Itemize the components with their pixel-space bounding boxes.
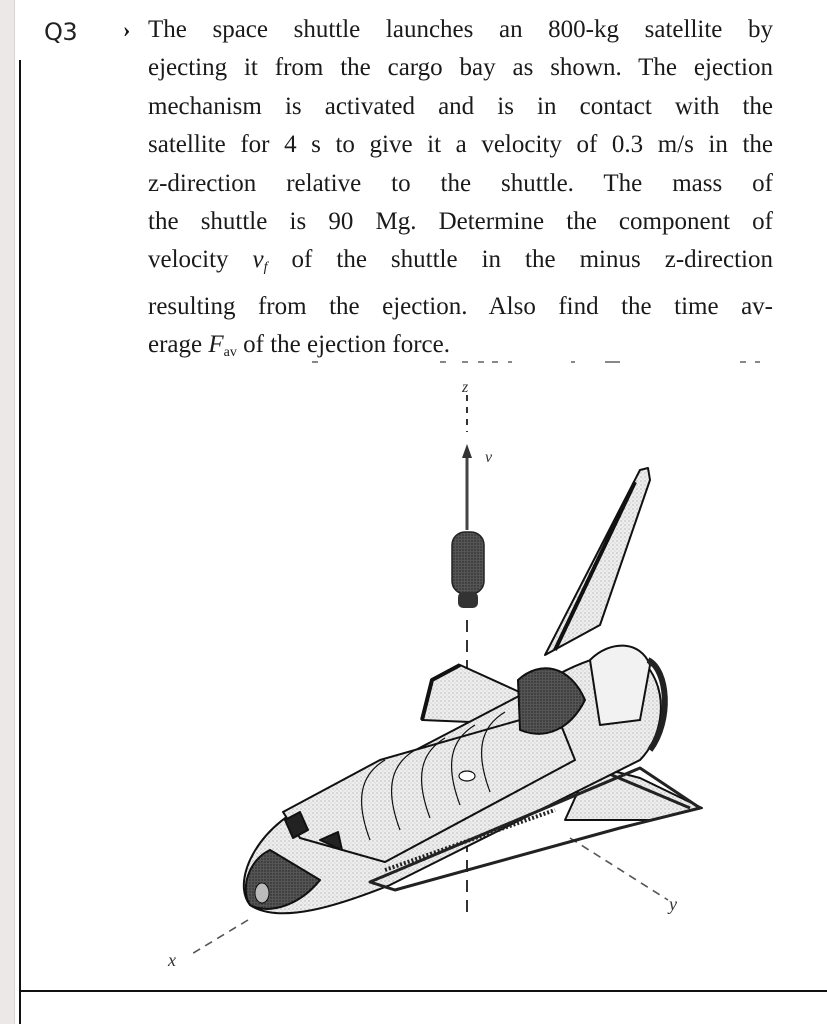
shuttle-figure bbox=[150, 345, 790, 985]
question-number: Q3 bbox=[44, 18, 78, 46]
x-axis-label: x bbox=[168, 950, 176, 970]
problem-line-5: z-direction relative to the shuttle. The mass of bbox=[148, 169, 773, 197]
z-axis-label: z bbox=[462, 379, 469, 396]
velocity-arrowhead-icon bbox=[462, 444, 472, 458]
problem-line-8: resulting from the ejection. Also find the time av- bbox=[148, 292, 773, 320]
bullet-marker-icon: › bbox=[123, 17, 131, 42]
y-axis-label: y bbox=[669, 894, 677, 914]
y-axis bbox=[570, 838, 668, 900]
problem-line-9: erage $F_{av}$ of the ejection force. bbox=[148, 331, 450, 361]
bottom-border-line bbox=[20, 990, 827, 992]
problem-line-1: The space shuttle launches an 800-kg satellite by bbox=[148, 16, 773, 43]
problem-line-3: mechanism is activated and is in contact with the bbox=[148, 92, 773, 120]
left-gutter bbox=[0, 0, 15, 1024]
problem-line-7: velocity $v_f$ of the shuttle in the minus z-direction bbox=[148, 246, 774, 276]
problem-line-6: the shuttle is 90 Mg. Determine the component of bbox=[148, 208, 773, 236]
problem-line-4: satellite for 4 s to give it a velocity of 0.3 m/s in the bbox=[148, 131, 773, 159]
problem-line-2: ejecting it from the cargo bay as shown. The ejection bbox=[148, 54, 773, 82]
problem-statement bbox=[148, 11, 773, 373]
x-axis bbox=[190, 920, 248, 955]
velocity-label: v bbox=[485, 449, 493, 466]
left-border-line bbox=[19, 60, 21, 1024]
satellite-icon bbox=[452, 532, 484, 608]
